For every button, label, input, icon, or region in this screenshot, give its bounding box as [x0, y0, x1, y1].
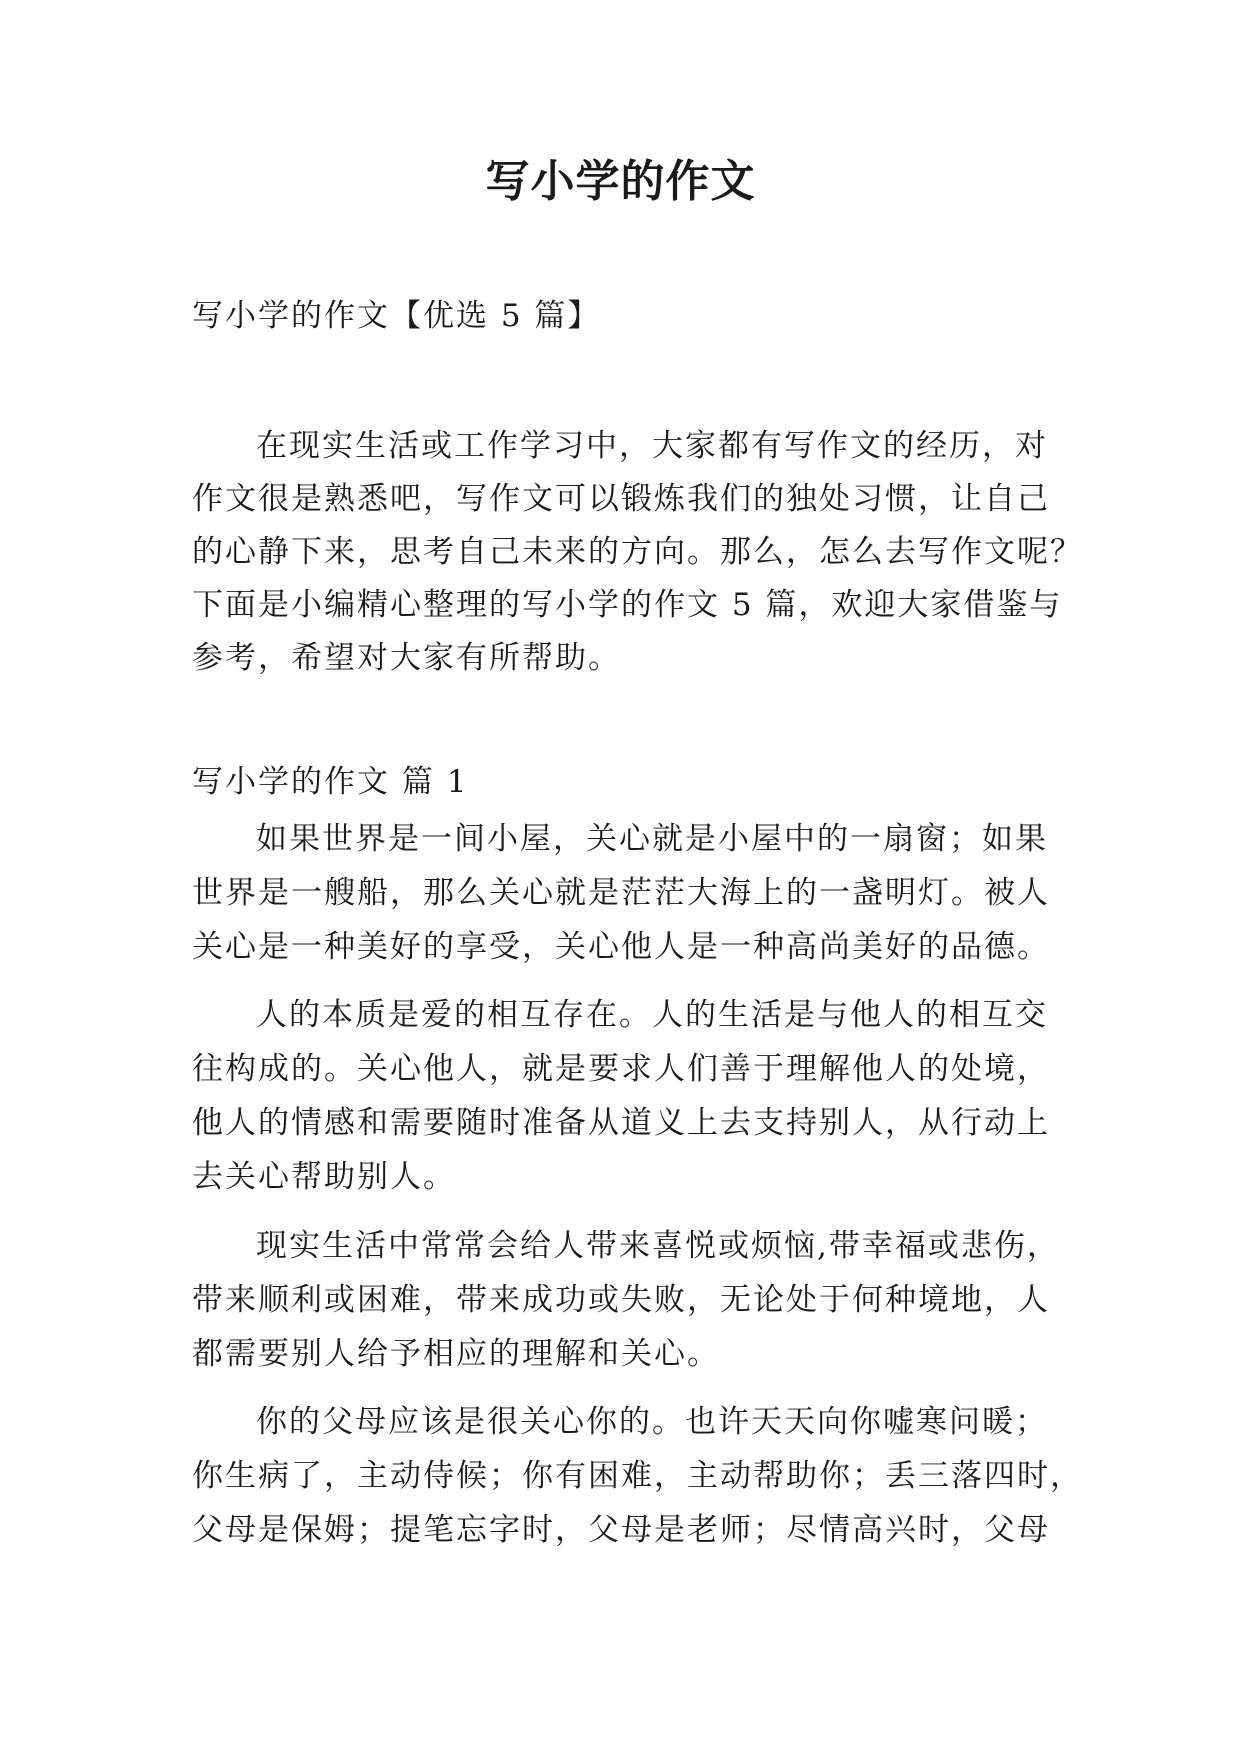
- intro-line: 的心静下来，思考自己未来的方向。那么，怎么去写作文呢？: [192, 534, 1083, 570]
- section-heading: 写小学的作文 篇 1: [192, 764, 469, 800]
- intro-line: 参考，希望对大家有所帮助。: [192, 640, 621, 676]
- body-line: 他人的情感和需要随时准备从道义上去支持别人，从行动上: [192, 1105, 1050, 1141]
- body-line: 你的父母应该是很关心你的。也许天天向你嘘寒问暖；: [256, 1404, 1048, 1440]
- document-title: 写小学的作文: [485, 156, 756, 207]
- intro-line: 下面是小编精心整理的写小学的作文 5 篇，欢迎大家借鉴与: [192, 587, 1063, 623]
- intro-line: 作文很是熟悉吧，写作文可以锻炼我们的独处习惯，让自己: [192, 481, 1050, 517]
- body-line: 去关心帮助别人。: [192, 1159, 456, 1195]
- body-line: 往构成的。关心他人，就是要求人们善于理解他人的处境，: [192, 1051, 1050, 1087]
- body-line: 如果世界是一间小屋，关心就是小屋中的一扇窗；如果: [256, 821, 1048, 857]
- body-line: 关心是一种美好的享受，关心他人是一种高尚美好的品德。: [192, 929, 1050, 965]
- body-line: 人的本质是爱的相互存在。人的生活是与他人的相互交: [256, 997, 1048, 1033]
- body-line: 世界是一艘船，那么关心就是茫茫大海上的一盏明灯。被人: [192, 875, 1050, 911]
- document-subtitle: 写小学的作文【优选 5 篇】: [192, 298, 601, 334]
- body-line: 现实生活中常常会给人带来喜悦或烦恼,带幸福或悲伤，: [256, 1228, 1060, 1264]
- intro-line: 在现实生活或工作学习中，大家都有写作文的经历，对: [256, 428, 1048, 464]
- body-line: 你生病了，主动侍候；你有困难，主动帮助你；丢三落四时，: [192, 1458, 1083, 1494]
- body-line: 父母是保姆；提笔忘字时，父母是老师；尽情高兴时，父母: [192, 1512, 1050, 1548]
- body-line: 都需要别人给予相应的理解和关心。: [192, 1336, 720, 1372]
- body-line: 带来顺利或困难，带来成功或失败，无论处于何种境地，人: [192, 1282, 1050, 1318]
